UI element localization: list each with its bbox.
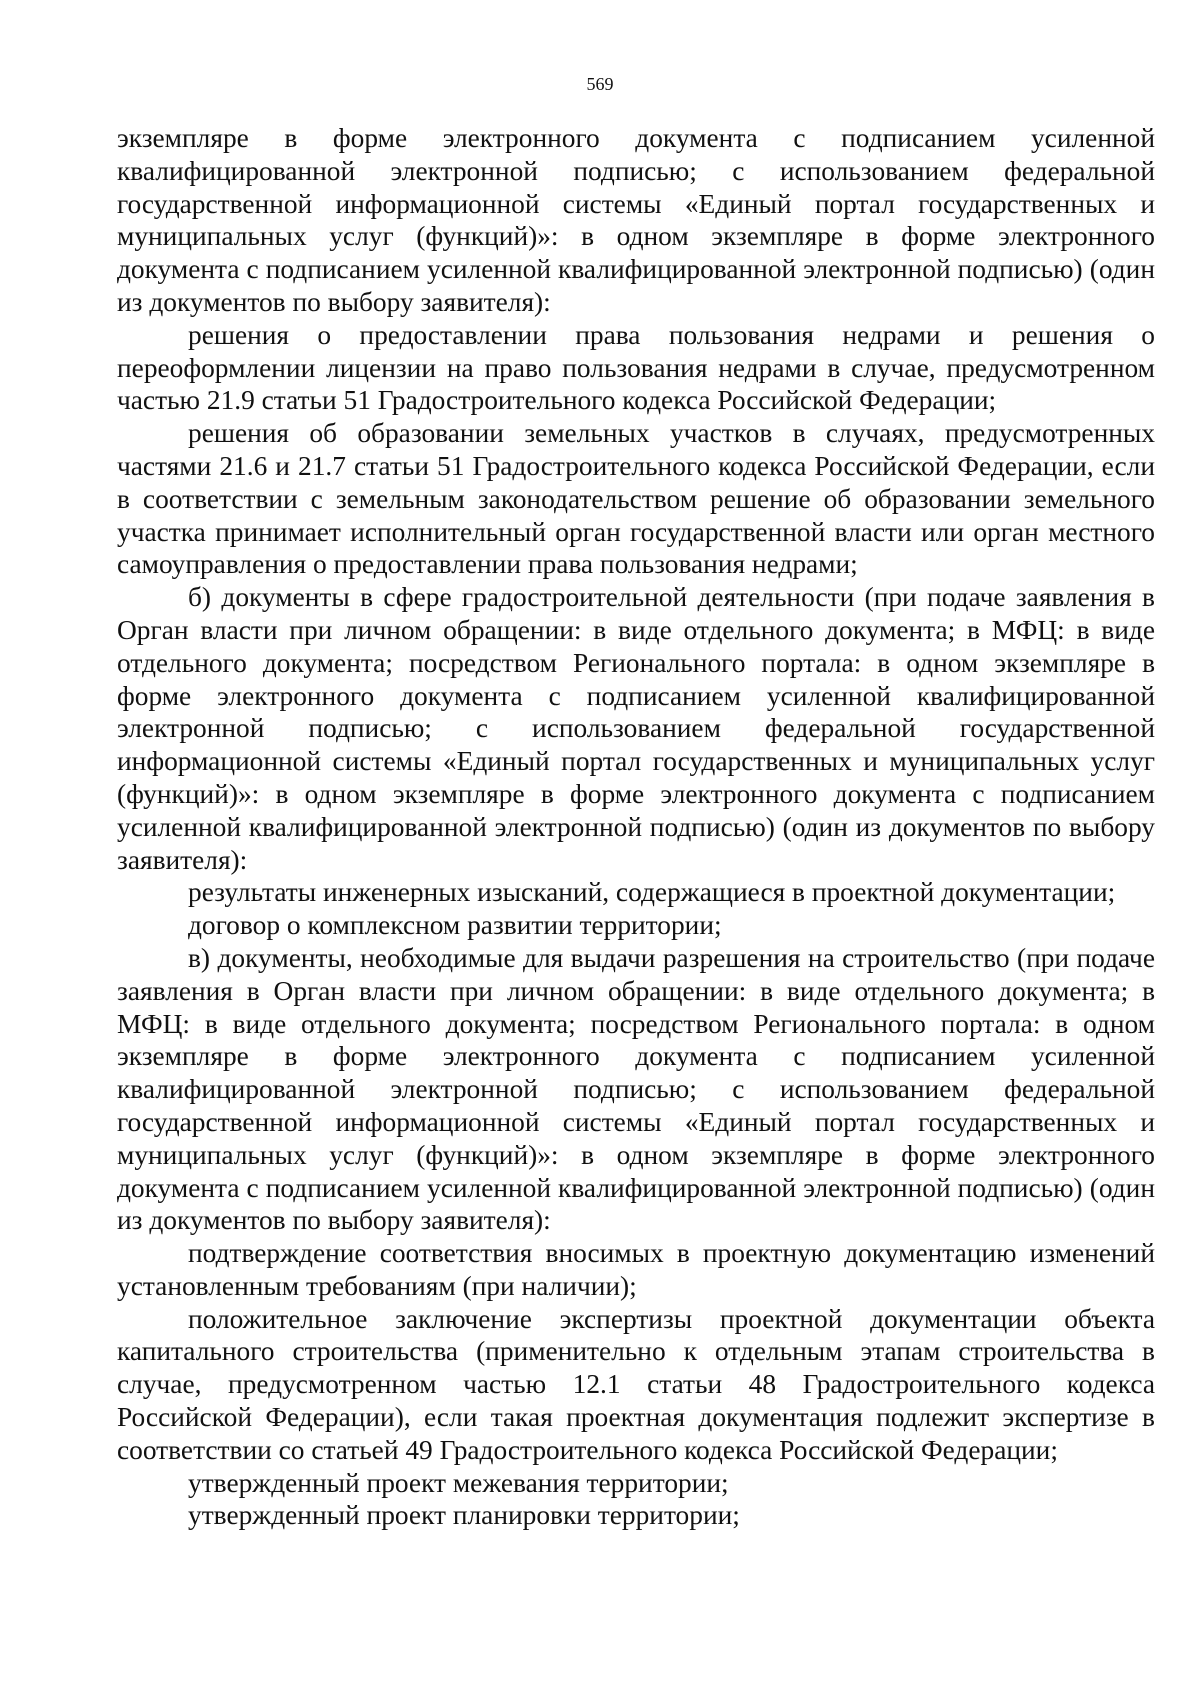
paragraph: решения о предоставлении права пользования недрами и решения о переоформлении лицензии на право пользования недрами в случае, предусмотренном частью 21.9 статьи 51 Градостроительного кодекса Российской Федерации; [117,319,1155,416]
paragraph: утвержденный проект межевания территории; [188,1467,729,1498]
paragraph: решения об образовании земельных участков в случаях, предусмотренных частями 21.6 и 21.7 статьи 51 Градостроительного кодекса Российской Федерации, если в соответствии с земельным законодательством решение об образовании земельного участка принимает исполнительный орган государственной власти или орган местного самоуправления о предоставлении права пользования недрами; [117,418,1155,580]
paragraph: договор о комплексном развитии территории; [188,910,722,941]
document-body [117,122,1155,1532]
paragraph: результаты инженерных изысканий, содержащиеся в проектной документации; [188,877,1116,908]
paragraph: положительное заключение экспертизы проектной документации объекта капитального строительства (применительно к отдельным этапам строительства в случае, предусмотренном частью 12.1 статьи 48 Градостроительного кодекса Российской Федерации), если такая проектная документация подлежит экспертизе в соответствии со статьей 49 Градостроительного кодекса Российской Федерации; [117,1303,1155,1465]
page-number: 569 [586,74,614,94]
paragraph: подтверждение соответствия вносимых в проектную документацию изменений установленным требованиям (при наличии); [117,1238,1155,1301]
paragraph: б) документы в сфере градостроительной деятельности (при подаче заявления в Орган власти при личном обращении: в виде отдельного документа; в МФЦ: в виде отдельного документа; посредством Регионального портала: в одном экземпляре в форме электронного документа с подписанием усиленной квалифицированной электронной подписью; с использованием федеральной государственной информационной системы «Единый портал государственных и муниципальных услуг (функций)»: в одном экземпляре в форме электронного документа с подписанием усиленной квалифицированной электронной подписью) (один из документов по выбору заявителя): [117,582,1155,875]
paragraph: в) документы, необходимые для выдачи разрешения на строительство (при подаче заявления в Орган власти при личном обращении: в виде отдельного документа; в МФЦ: в виде отдельного документа; посредством Регионального портала: в одном экземпляре в форме электронного документа с подписанием усиленной квалифицированной электронной подписью; с использованием федеральной государственной информационной системы «Единый портал государственных и муниципальных услуг (функций)»: в одном экземпляре в форме электронного документа с подписанием усиленной квалифицированной электронной подписью) (один из документов по выбору заявителя): [117,942,1155,1236]
paragraph: утвержденный проект планировки территории; [188,1500,740,1531]
paragraph: экземпляре в форме электронного документа с подписанием усиленной квалифицированной электронной подписью; с использованием федеральной государственной информационной системы «Единый портал государственных и муниципальных услуг (функций)»: в одном экземпляре в форме электронного документа с подписанием усиленной квалифицированной электронной подписью) (один из документов по выбору заявителя): [117,123,1155,317]
